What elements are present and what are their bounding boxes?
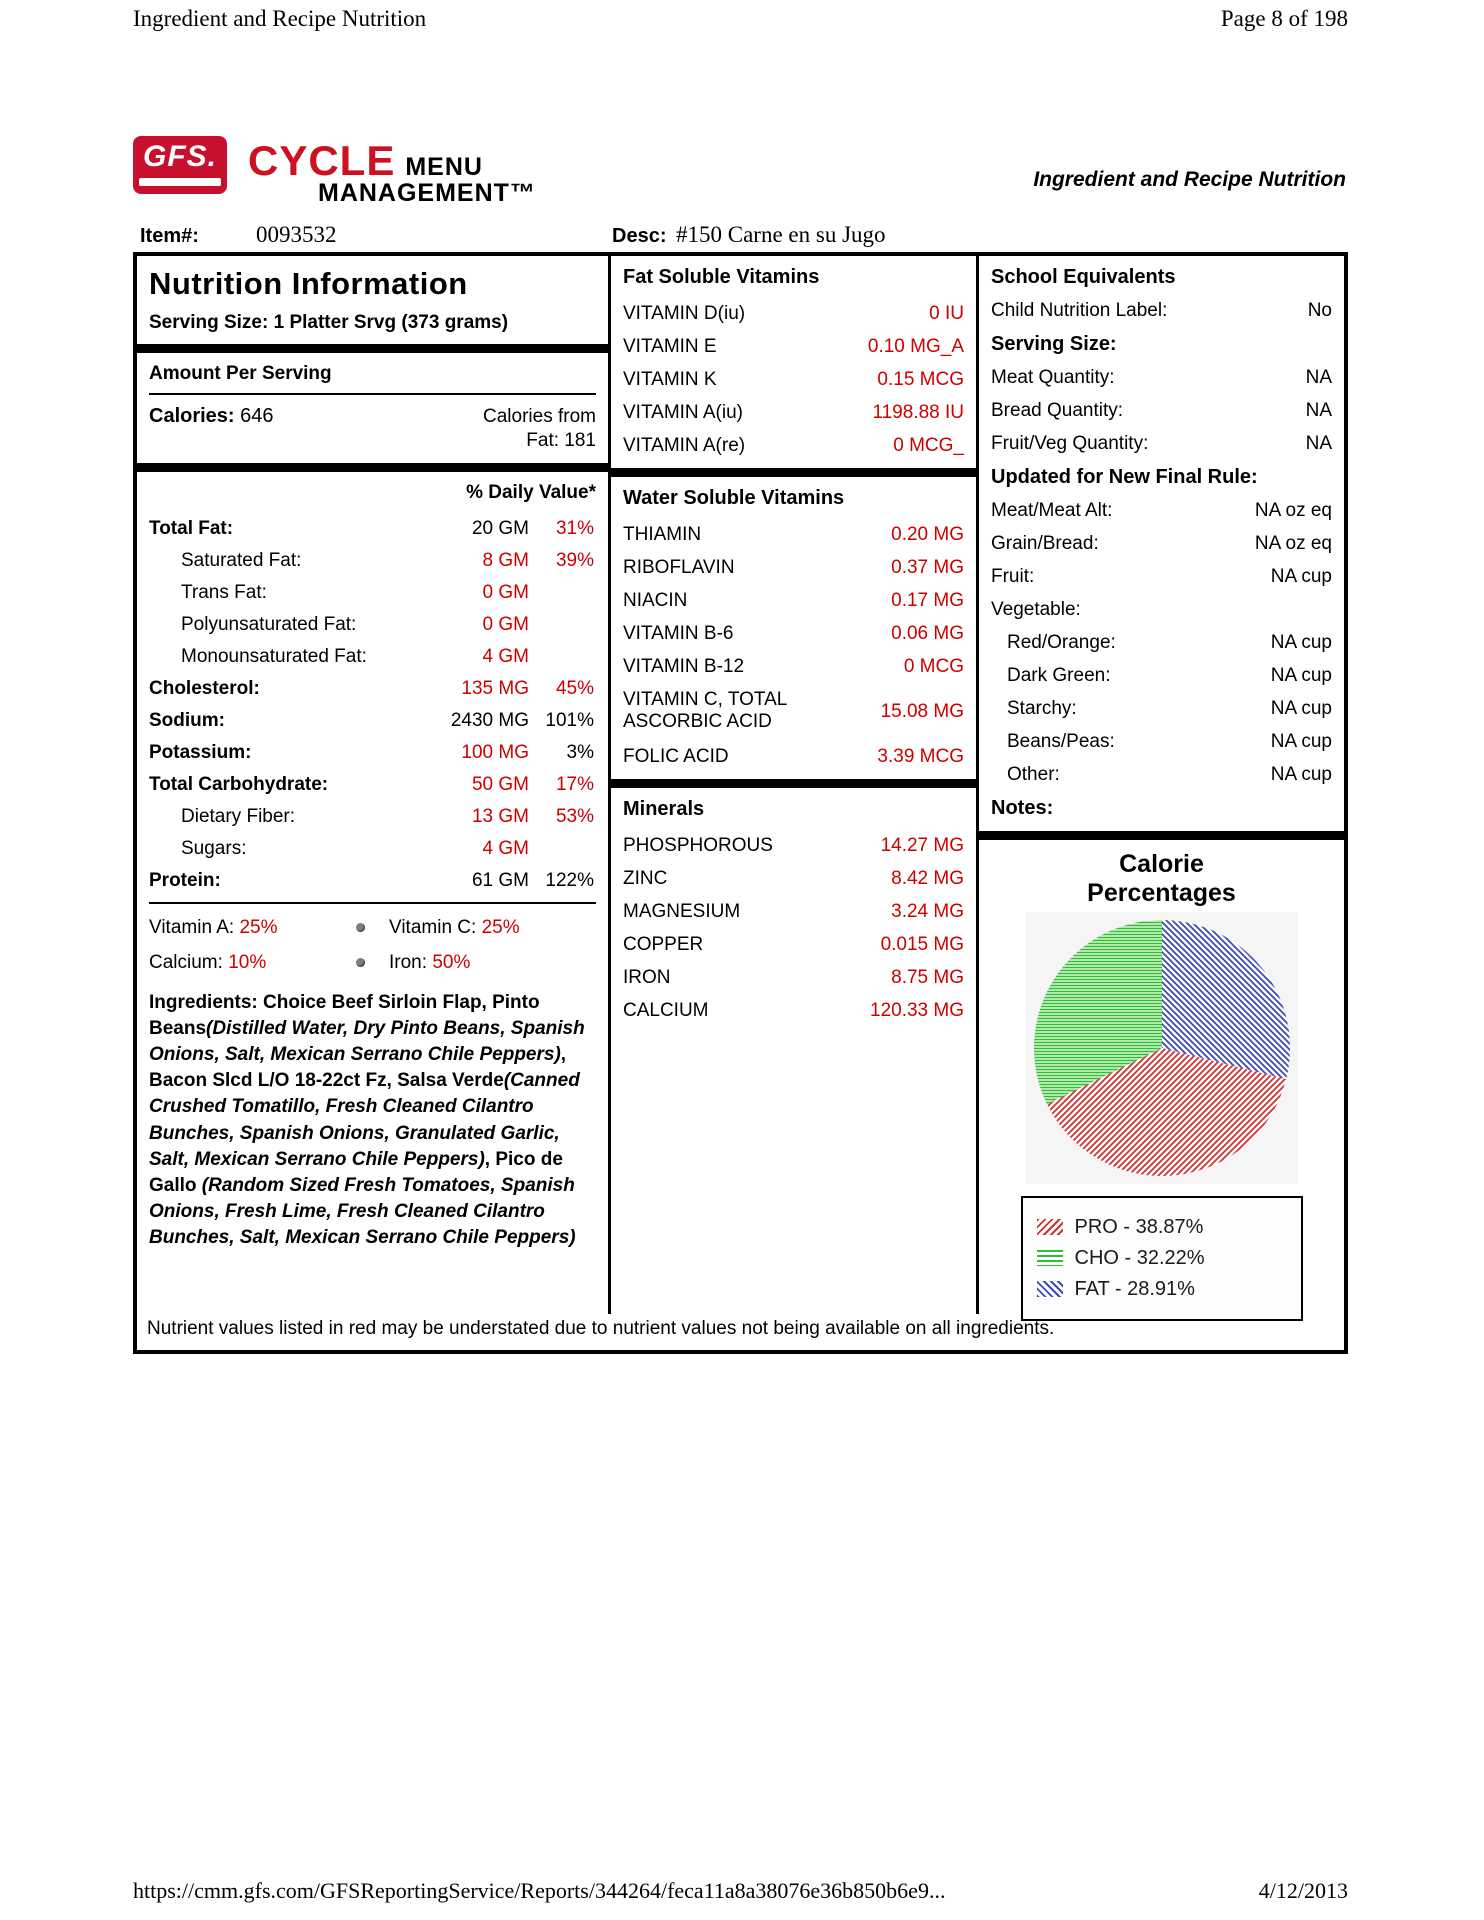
vitamin-label: VITAMIN C, TOTAL ASCORBIC ACID: [623, 689, 787, 732]
vegetable-subrow: [991, 764, 1332, 786]
vitamin-row: [623, 623, 964, 645]
thick-divider: [611, 779, 976, 788]
school-equivalents-panel: [979, 256, 1344, 1314]
school-label: Meat Quantity:: [991, 367, 1115, 388]
school-label: Beans/Peas:: [1007, 731, 1115, 752]
school-value: NA cup: [1270, 698, 1332, 719]
school-label: Other:: [1007, 764, 1060, 785]
calories-from-fat: [483, 405, 596, 453]
mineral-value: 8.75 MG: [891, 967, 964, 988]
nutrient-label: Potassium:: [149, 741, 252, 763]
item-number-value: 0093532: [256, 222, 337, 247]
bullet-icon: [356, 958, 365, 967]
vitamin-percent-row-1: [149, 917, 596, 939]
school-label: Starchy:: [1007, 698, 1077, 719]
school-row: [991, 433, 1332, 455]
vitamin-value: 0 MCG: [903, 656, 964, 677]
school-label: Red/Orange:: [1007, 632, 1116, 653]
serving-size-header: Serving Size:: [991, 333, 1117, 355]
calories-label: Calories:: [149, 405, 235, 427]
calories-from-fat-line2: Fat:: [526, 429, 560, 451]
nutrient-dv: 31%: [555, 517, 594, 539]
vitamin-c-value: 25%: [481, 916, 520, 938]
nutrient-row-sodium: [149, 710, 596, 731]
cycle-logo-word: CYCLE: [248, 137, 396, 184]
nutrient-amount: 8 GM: [482, 549, 529, 571]
report-columns: [137, 256, 1344, 1314]
ingredients-paragraph: [149, 990, 596, 1252]
vegetable-subrow: [991, 632, 1332, 654]
calories-pair: [149, 405, 274, 453]
vegetable-subrow: [991, 698, 1332, 720]
vitamin-a-value: 25%: [239, 916, 278, 938]
mineral-label: CALCIUM: [623, 1000, 709, 1021]
vitamin-row: [623, 402, 964, 424]
nutrient-label: Polyunsaturated Fat:: [181, 613, 357, 635]
vitamin-label: NIACIN: [623, 590, 688, 611]
daily-value-header: % Daily Value*: [466, 481, 596, 503]
vitamin-row: [623, 303, 964, 325]
nutrient-row-sugars: [149, 838, 596, 859]
nutrient-amount: 0 GM: [482, 581, 529, 603]
bullet-icon: [356, 923, 365, 932]
school-value: NA cup: [1270, 566, 1332, 587]
vitamin-c-pair: [389, 917, 596, 939]
vitamin-label: VITAMIN A(iu): [623, 402, 743, 423]
school-row: [991, 500, 1332, 522]
mineral-value: 14.27 MG: [880, 835, 964, 856]
school-label: Grain/Bread:: [991, 533, 1099, 554]
nutrient-label: Saturated Fat:: [181, 549, 302, 571]
vitamin-value: 3.39 MCG: [877, 746, 964, 767]
ingredients-label: Ingredients:: [149, 991, 258, 1013]
print-footer-url: https://cmm.gfs.com/GFSReportingService/Reports/344264/feca11a8a38076e36b850b6e9...: [133, 1878, 946, 1903]
school-value: NA: [1305, 400, 1332, 421]
legend-label-cho: CHO - 32.22%: [1074, 1246, 1205, 1269]
nutrient-amount: 100 MG: [461, 741, 529, 763]
mineral-row: [623, 967, 964, 989]
vitamin-a-label: Vitamin A:: [149, 916, 235, 938]
vitamin-value: 0.37 MG: [891, 557, 964, 578]
calcium-pair: [149, 952, 356, 974]
school-label: Bread Quantity:: [991, 400, 1124, 421]
serving-size-label: Serving Size:: [149, 312, 269, 333]
legend-item-cho: [1037, 1247, 1287, 1270]
nutrition-facts-panel: [137, 256, 611, 1314]
vegetable-label-row: [991, 599, 1332, 621]
calcium-value: 10%: [228, 951, 267, 973]
nutrient-row-saturated-fat: [149, 550, 596, 571]
nutrient-label: Total Carbohydrate:: [149, 773, 329, 795]
nutrient-amount: 0 GM: [482, 613, 529, 635]
mineral-label: ZINC: [623, 868, 668, 889]
calories-from-fat-value: 181: [564, 429, 596, 451]
nutrient-amount: 135 MG: [461, 677, 529, 699]
vitamin-label: VITAMIN K: [623, 369, 717, 390]
print-header: [133, 6, 1348, 32]
serving-size-line: [149, 312, 596, 334]
calories-value: 646: [240, 405, 274, 427]
cycle-logo-line1: [248, 137, 536, 184]
vitamin-label: VITAMIN A(re): [623, 435, 746, 456]
legend-swatch-pro: [1037, 1219, 1063, 1235]
legend-item-pro: [1037, 1216, 1287, 1239]
mineral-value: 8.42 MG: [891, 868, 964, 889]
mineral-row: [623, 835, 964, 857]
gfs-logo-text: GFS.: [142, 140, 217, 173]
mineral-label: IRON: [623, 967, 671, 988]
print-header-title: Ingredient and Recipe Nutrition: [133, 6, 427, 31]
ingredient-segment: Choice Beef Sirloin Flap, Pinto Beans: [149, 991, 540, 1039]
ingredient-sublist: (Distilled Water, Dry Pinto Beans, Spanish Onions, Salt, Mexican Serrano Chile Peppers): [149, 1017, 585, 1065]
thick-divider: [611, 468, 976, 477]
nutrient-label: Sugars:: [181, 837, 247, 859]
mineral-label: PHOSPHOROUS: [623, 835, 773, 856]
legend-swatch-fat: [1037, 1281, 1063, 1297]
calories-row: [149, 405, 596, 453]
item-row: [136, 222, 1348, 252]
gfs-logo-strip: [139, 178, 221, 186]
vitamin-label: RIBOFLAVIN: [623, 557, 735, 578]
iron-value: 50%: [432, 951, 471, 973]
legend-label-pro: PRO - 38.87%: [1074, 1215, 1204, 1238]
water-soluble-title: Water Soluble Vitamins: [623, 487, 845, 509]
nutrient-label: Dietary Fiber:: [181, 805, 296, 827]
vitamin-label: VITAMIN E: [623, 336, 717, 357]
vegetable-label: Vegetable:: [991, 599, 1081, 620]
vitamin-value: 0.10 MG_A: [867, 336, 964, 357]
vitamin-row: [623, 656, 964, 678]
vitamin-value: 0 IU: [929, 303, 964, 324]
vitamin-row: [623, 746, 964, 768]
nutrient-row-total-fat: [149, 518, 596, 539]
thin-divider: [149, 393, 596, 395]
nutrient-row-cholesterol: [149, 678, 596, 699]
vitamin-label: THIAMIN: [623, 524, 702, 545]
report-title: Ingredient and Recipe Nutrition: [1033, 168, 1346, 191]
nutrient-dv: 101%: [545, 709, 594, 731]
mineral-value: 120.33 MG: [870, 1000, 964, 1021]
nutrient-row-potassium: [149, 742, 596, 763]
nutrient-amount: 61 GM: [471, 869, 529, 891]
school-value: NA cup: [1270, 731, 1332, 752]
nutrient-amount: 13 GM: [471, 805, 529, 827]
amount-per-serving-label: Amount Per Serving: [149, 363, 332, 384]
mineral-value: 3.24 MG: [891, 901, 964, 922]
management-logo-word: MANAGEMENT™: [318, 179, 536, 207]
school-label: Dark Green:: [1007, 665, 1111, 686]
ingredient-sublist: (Canned Crushed Tomatillo, Fresh Cleaned Cilantro Bunches, Spanish Onions, Granulated Garlic, Salt, Mexican Serrano Chile Peppers): [149, 1070, 580, 1170]
pie-chart-title: Calorie Percentages: [1087, 850, 1236, 907]
vitamin-label: VITAMIN B-6: [623, 623, 734, 644]
pie-chart-legend: [1021, 1196, 1303, 1321]
ingredient-segment: , Bacon Slcd L/O 18-22ct Fz, Salsa Verde: [149, 1043, 567, 1092]
nutrient-row-total-carbohydrate: [149, 774, 596, 795]
mineral-row: [623, 1000, 964, 1022]
school-value: NA: [1305, 433, 1332, 454]
school-value: NA oz eq: [1254, 500, 1332, 521]
description-label: Desc:: [612, 225, 667, 247]
calories-from-fat-line1: Calories from: [483, 406, 596, 427]
school-value: NA cup: [1270, 665, 1332, 686]
vegetable-subrow: [991, 731, 1332, 753]
legend-swatch-cho: [1037, 1250, 1063, 1266]
mineral-label: MAGNESIUM: [623, 901, 741, 922]
vitamin-value: 0 MCG_: [893, 435, 964, 456]
nutrient-amount: 50 GM: [471, 773, 529, 795]
nutrient-amount: 2430 MG: [450, 709, 529, 731]
vitamin-value: 0.17 MG: [891, 590, 964, 611]
nutrient-dv: 3%: [566, 741, 594, 763]
calorie-pie-chart: [1026, 912, 1298, 1184]
vitamin-row: [623, 524, 964, 546]
vitamin-percent-row-2: [149, 952, 596, 974]
iron-pair: [389, 952, 596, 974]
vitamin-value: 0.20 MG: [891, 524, 964, 545]
nutrient-row-trans-fat: [149, 582, 596, 603]
legend-label-fat: FAT - 28.91%: [1074, 1277, 1195, 1300]
fat-soluble-title: Fat Soluble Vitamins: [623, 266, 820, 288]
updated-final-rule-header: Updated for New Final Rule:: [991, 466, 1258, 488]
nutrient-label: Trans Fat:: [181, 581, 267, 603]
mineral-row: [623, 934, 964, 956]
ingredient-sublist: (Random Sized Fresh Tomatoes, Spanish Onions, Fresh Lime, Fresh Cleaned Cilantro Bunches, Salt, Mexican Serrano Chile Peppers): [149, 1175, 576, 1249]
ingredient-segment: , Pico de Gallo: [149, 1148, 563, 1197]
thick-divider: [979, 831, 1344, 840]
mineral-value: 0.015 MG: [880, 934, 964, 955]
school-label: Fruit:: [991, 566, 1035, 587]
nutrient-label: Total Fat:: [149, 517, 234, 539]
nutrition-report-box: [133, 252, 1348, 1354]
mineral-label: COPPER: [623, 934, 704, 955]
legend-item-fat: [1037, 1278, 1287, 1301]
school-value: NA oz eq: [1254, 533, 1332, 554]
school-row: [991, 367, 1332, 389]
pie-chart-area: [1026, 912, 1298, 1184]
vitamin-row: [623, 435, 964, 457]
gfs-logo: [133, 136, 227, 194]
item-number-label: Item#:: [140, 225, 199, 247]
nutrient-label: Protein:: [149, 869, 221, 891]
vitamin-value: 15.08 MG: [880, 701, 964, 722]
description-value: #150 Carne en su Jugo: [676, 222, 886, 247]
nutrition-facts-title: Nutrition Information: [149, 266, 468, 301]
nutrient-dv: 53%: [555, 805, 594, 827]
nutrient-row-protein: [149, 870, 596, 891]
nutrient-row-dietary-fiber: [149, 806, 596, 827]
school-label: Meat/Meat Alt:: [991, 500, 1113, 521]
thin-divider: [149, 902, 596, 904]
school-label: Child Nutrition Label:: [991, 300, 1168, 321]
vitamin-a-pair: [149, 917, 356, 939]
iron-label: Iron:: [389, 951, 428, 973]
nutrient-label: Monounsaturated Fat:: [181, 645, 367, 667]
school-label: Fruit/Veg Quantity:: [991, 433, 1149, 454]
nutrient-row-monounsaturated-fat: [149, 646, 596, 667]
vitamins-minerals-panel: [611, 256, 979, 1314]
nutrient-dv: 17%: [555, 773, 594, 795]
nutrient-row-polyunsaturated-fat: [149, 614, 596, 635]
school-value: NA: [1305, 367, 1332, 388]
mineral-row: [623, 901, 964, 923]
school-value: NA cup: [1270, 764, 1332, 785]
school-row-cnl: [991, 300, 1332, 322]
vitamin-label: FOLIC ACID: [623, 746, 729, 767]
school-row: [991, 566, 1332, 588]
vitamin-row: [623, 590, 964, 612]
nutrient-label: Cholesterol:: [149, 677, 260, 699]
cycle-menu-management-logo: [248, 137, 536, 208]
school-equivalents-title: School Equivalents: [991, 266, 1176, 288]
school-value: No: [1307, 300, 1332, 321]
nutrient-amount: 20 GM: [471, 517, 529, 539]
thick-divider: [137, 344, 608, 353]
vegetable-subrow: [991, 665, 1332, 687]
nutrient-amount: 4 GM: [482, 645, 529, 667]
nutrient-dv: 122%: [545, 869, 594, 891]
thick-divider: [137, 463, 608, 472]
vitamin-row: [623, 336, 964, 358]
print-footer: [133, 1878, 1348, 1904]
vitamin-label: VITAMIN B-12: [623, 656, 745, 677]
vitamin-value: 0.06 MG: [891, 623, 964, 644]
print-header-page-number: Page 8 of 198: [1220, 6, 1348, 31]
print-footer-date: 4/12/2013: [1258, 1878, 1348, 1903]
vitamin-c-label: Vitamin C:: [389, 916, 477, 938]
nutrient-label: Sodium:: [149, 709, 225, 731]
school-row: [991, 400, 1332, 422]
serving-size-value: 1 Platter Srvg (373 grams): [273, 312, 509, 333]
vitamin-row: [623, 689, 964, 735]
menu-logo-word: MENU: [405, 153, 483, 181]
vitamin-row: [623, 557, 964, 579]
vitamin-value: 0.15 MCG: [877, 369, 964, 390]
school-row: [991, 533, 1332, 555]
school-value: NA cup: [1270, 632, 1332, 653]
nutrient-dv: 39%: [555, 549, 594, 571]
red-value-disclaimer: Nutrient values listed in red may be understated due to nutrient values not being available on all ingredients.: [147, 1318, 1055, 1339]
mineral-row: [623, 868, 964, 890]
vitamin-value: 1198.88 IU: [872, 402, 964, 423]
nutrient-dv: 45%: [555, 677, 594, 699]
calcium-label: Calcium:: [149, 951, 223, 973]
notes-label: Notes:: [991, 797, 1054, 819]
nutrient-amount: 4 GM: [482, 837, 529, 859]
vitamin-row: [623, 369, 964, 391]
vitamin-label: VITAMIN D(iu): [623, 303, 746, 324]
minerals-title: Minerals: [623, 798, 705, 820]
